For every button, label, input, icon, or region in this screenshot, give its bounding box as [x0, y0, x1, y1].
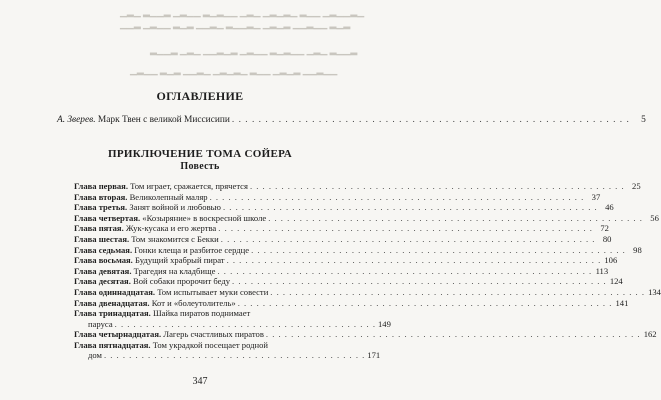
chapter-entry[interactable]: [74, 287, 661, 298]
preface-page: 5: [641, 115, 646, 125]
preface-title: Марк Твен с великой Миссисипи: [97, 115, 230, 125]
chapter-label: Глава третья.: [74, 202, 128, 212]
chapter-label: Глава вторая.: [74, 192, 128, 202]
chapter-label: Глава десятая.: [74, 276, 131, 286]
chapter-entry[interactable]: [74, 223, 609, 234]
preface-author: А. Зверев.: [57, 115, 96, 125]
chapter-page: 141: [615, 298, 629, 308]
leader-dots: [104, 350, 365, 361]
leader-dots: [232, 115, 630, 126]
chapter-title: Том играет, сражается, прячется: [130, 181, 248, 191]
book-subtitle: Повесть: [180, 161, 220, 172]
chapter-title: Занят войной и любовью: [129, 202, 221, 212]
chapter-title: Том испытывает муки совести: [157, 287, 269, 297]
chapter-title: Трагедия на кладбище: [133, 266, 216, 276]
chapter-page: 72: [600, 223, 609, 233]
chapter-entry[interactable]: [74, 308, 342, 319]
chapter-label: Глава двенадцатая.: [74, 298, 150, 308]
chapter-label: Глава четырнадцатая.: [74, 329, 162, 339]
show-through-line: ▁▂▁ ▂▁▁▂ ▁▂▁▁ ▂▁▂▁▁ ▁▂▁ ▁▂▁▂▁ ▂▁▁ ▁▂▁▁▂▁: [120, 7, 365, 17]
chapter-label: Глава пятнадцатая.: [74, 340, 151, 350]
chapter-entry[interactable]: [74, 255, 618, 266]
chapter-page: 113: [595, 266, 609, 276]
chapter-label: Глава первая.: [74, 181, 128, 191]
chapter-label: Глава седьмая.: [74, 245, 133, 255]
chapter-title: Жук-кусака и его жертва: [125, 223, 217, 233]
chapter-page: 162: [643, 329, 657, 339]
preface-entry[interactable]: [57, 115, 646, 128]
chapter-page: 37: [591, 192, 601, 202]
chapter-page: 171: [367, 350, 381, 360]
leader-dots: [270, 287, 645, 298]
chapter-title: Том украдкой посещает родной: [152, 340, 269, 350]
chapter-page: 56: [650, 213, 659, 223]
chapter-label: Глава тринадцатая.: [74, 308, 151, 318]
chapter-page: 80: [602, 234, 612, 244]
chapter-page: 98: [633, 245, 642, 255]
chapter-label: Глава пятая.: [74, 223, 124, 233]
chapter-entry[interactable]: [74, 234, 612, 245]
chapter-label: Глава девятая.: [74, 266, 132, 276]
chapter-label: Глава шестая.: [74, 234, 130, 244]
show-through-line: ▁▂▁▁ ▂▁▂ ▁▁▂▁ ▁▂▁▂▁ ▂▁▁ ▁▂▁▂ ▁▁▂▁▁: [130, 65, 338, 75]
leader-dots: [266, 329, 641, 340]
chapter-page: 149: [377, 319, 391, 329]
chapter-title: Шайка пиратов поднимает: [152, 308, 251, 318]
chapter-page: 25: [632, 181, 641, 191]
leader-dots: [221, 234, 596, 245]
contents-heading: ОГЛАВЛЕНИЕ: [156, 89, 244, 103]
leader-dots: [227, 255, 602, 266]
leader-dots: [250, 181, 625, 192]
chapter-entry[interactable]: [74, 202, 614, 213]
chapter-page: 106: [604, 255, 618, 265]
show-through-line: ▁▁▂ ▁▂▁▁ ▂▁▂ ▁▁▂▁ ▂▁▁▂▁ ▁▂▁▂ ▁▁▂▁▁ ▂▁▂: [120, 19, 351, 29]
page-number: 347: [192, 376, 208, 387]
chapter-title: Вой собаки пророчит беду: [133, 276, 231, 286]
chapter-title: Гонки клеща и разбитое сердце: [134, 245, 250, 255]
chapter-title: Лагерь счастливых пиратов: [163, 329, 264, 339]
chapter-title: Том знакомится с Бекки: [131, 234, 219, 244]
chapter-page: 134: [648, 287, 661, 297]
chapter-page: 124: [609, 276, 623, 286]
chapter-title-cont: дом: [88, 350, 102, 360]
show-through-line: ▂▁▁▂ ▁▂▁ ▁▁▂▁▂ ▁▂▁▁ ▂▁▂▁▁ ▁▂▁ ▂▁▁▂: [150, 45, 358, 55]
chapter-title-continuation[interactable]: [88, 350, 381, 363]
leader-dots: [218, 223, 593, 234]
chapter-title: «Козыряние» в воскресной школе: [142, 213, 267, 223]
chapter-page: 46: [605, 202, 614, 212]
chapter-entry[interactable]: [74, 181, 641, 192]
chapter-label: Глава восьмая.: [74, 255, 133, 265]
leader-dots: [223, 202, 598, 213]
chapter-title-cont: паруса: [88, 319, 113, 329]
chapter-title: Будущий храбрый пират: [135, 255, 225, 265]
chapter-title: Великолепный маляр: [129, 192, 208, 202]
chapter-label: Глава одиннадцатая.: [74, 287, 156, 297]
chapter-title: Кот и «болеутолитель»: [151, 298, 236, 308]
chapter-label: Глава четвертая.: [74, 213, 141, 223]
chapter-entry[interactable]: [74, 276, 623, 287]
leader-dots: [232, 276, 607, 287]
book-title: ПРИКЛЮЧЕНИЕ ТОМА СОЙЕРА: [108, 148, 292, 160]
